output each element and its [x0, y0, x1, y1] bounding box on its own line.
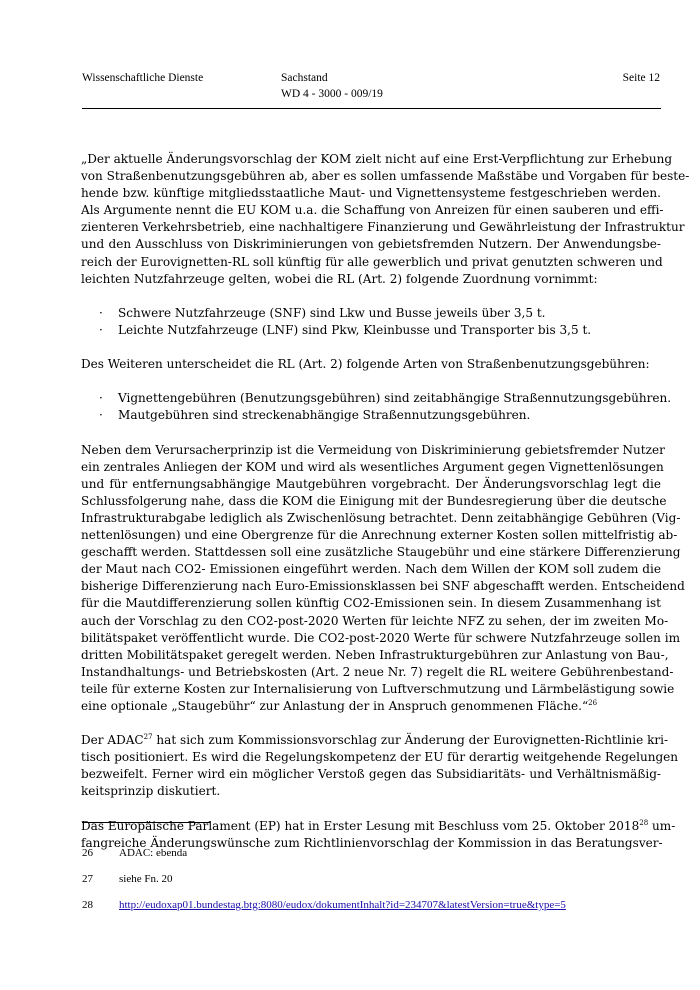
text-line: der Maut nach CO2- Emissionen eingeführt werden. Nach dem Willen der KOM soll zudem die [81, 562, 661, 577]
text-line: dritten Mobilitätspaket geregelt werden. Neben Infrastrukturgebühren zur Anlastung von Bau-, [81, 647, 669, 662]
text-line: zienteren Verkehrsbetrieb, eine nachhaltigere Finanzierung und Gewährleistung der Infrastruktur [81, 220, 685, 235]
footnote-item [82, 872, 662, 898]
footnote-ref-26[interactable]: 26 [588, 698, 598, 707]
text-line: Das Europäische Parlament (EP) hat in Erster Lesung mit Beschluss vom 25. Oktober 2018$^{28}$ um- [81, 818, 676, 833]
text-line: tisch positioniert. Es wird die Regelungskompetenz der EU für derartig weitgehende Regelungen [81, 750, 679, 765]
footnote-link[interactable]: http://eudoxap01.bundestag.btg:8080/eudox/dokumentInhalt?id=234707&latestVersion=true&type=5 [119, 899, 566, 911]
text-line: ein zentrales Anliegen der KOM und wird als wesentliches Argument gegen Vignettenlösungen [81, 459, 664, 474]
text-line: leichten Nutzfahrzeuge gelten, wobei die RL (Art. 2) folgende Zuordnung vornimmt: [81, 271, 598, 286]
list-item: · Vignettengebühren (Benutzungsgebühren) sind zeitabhängige Straßennutzungsgebühren. [81, 390, 661, 407]
text-line: bisherige Differenzierung nach Euro-Emissionsklassen bei SNF abgeschafft werden. Entscheidend [81, 579, 685, 594]
text-line: bezweifelt. Ferner wird ein möglicher Verstoß gegen das Subsidiaritäts- und Verhältnismäßig- [81, 767, 661, 782]
text-line: Des Weiteren unterscheidet die RL (Art. 2) folgende Arten von Straßenbenutzungsgebühren: [81, 357, 650, 372]
page-header [82, 70, 660, 108]
text-line: hende bzw. künftige mitgliedsstaatliche Maut- und Vignettensysteme festgeschrieben werden. [81, 186, 661, 201]
text-line: eine optionale „Staugebühr“ zur Anlastung der in Anspruch genommenen Fläche.“$^{26}$ [81, 698, 598, 713]
text-line: Instandhaltungs- und Betriebskosten (Art. 2 neue Nr. 7) regelt die RL weitere Gebührenbestand- [81, 664, 674, 679]
header-doc-type: Sachstand [281, 72, 328, 84]
header-doc-number: WD 4 - 3000 - 009/19 [281, 88, 383, 100]
list-item: · Mautgebühren sind streckenabhängige Straßennutzungsgebühren. [81, 407, 661, 424]
footnotes [82, 846, 662, 924]
footnote-separator [82, 822, 210, 823]
text-line: für die Mautdifferenzierung sollen künftig CO2-Emissionen sein. In diesem Zusammenhang ist [81, 596, 661, 611]
bullet-icon: · [99, 322, 103, 337]
text-line: und für entfernungsabhängige Mautgebühren vorgebracht. Der Änderungsvorschlag legt die [81, 476, 661, 491]
text-line: von Straßenbenutzungsgebühren ab, aber es sollen umfassende Maßstäbe und Vorgaben für beste- [81, 169, 690, 184]
header-rule [82, 108, 661, 109]
text-line: Schlussfolgerung nahe, dass die KOM die Einigung mit der Bundesregierung über die deutsche [81, 493, 667, 508]
footnote-number: 26 [82, 847, 93, 859]
header-institution: Wissenschaftliche Dienste [82, 72, 204, 84]
text-line: nettenlösungen) und eine Obergrenze für die Anrechnung externer Kosten sollen mittelfristig ab- [81, 528, 678, 543]
text-line: „Der aktuelle Änderungsvorschlag der KOM zielt nicht auf eine Erst-Verpflichtung zur Erhebung [81, 152, 673, 166]
text-line: Der ADAC$^{27}$ hat sich zum Kommissionsvorschlag zur Änderung der Eurovignetten-Richtlinie kri- [81, 733, 669, 748]
paragraph-discrimination [81, 442, 685, 716]
header-page-number: Seite 12 [622, 72, 660, 84]
fee-types-list [81, 390, 672, 424]
paragraph-quote-intro [81, 151, 690, 288]
text-line: Infrastrukturabgabe lediglich als Zwischenlösung betrachtet. Denn zeitabhängige Gebühren (Vig- [81, 510, 681, 525]
paragraph-fee-types-intro [81, 356, 661, 373]
list-item: · Schwere Nutzfahrzeuge (SNF) sind Lkw und Busse jeweils über 3,5 t. [81, 305, 661, 322]
text-line: bilitätspaket veröffentlicht wurde. Die CO2-post-2020 Werte für schwere Nutzfahrzeuge sollen im [81, 630, 681, 645]
footnote-ref-27[interactable]: 27 [143, 733, 153, 742]
text-line: Als Argumente nennt die EU KOM u.a. die Schaffung von Anreizen für einen sauberen und effi- [81, 203, 664, 218]
footnote-item [82, 898, 662, 924]
footnote-text: siehe Fn. 20 [119, 873, 173, 885]
footnote-item [82, 846, 662, 872]
footnote-text: ADAC: ebenda [119, 847, 188, 859]
header-document-info [281, 70, 383, 102]
vehicle-classes-list [81, 305, 661, 339]
text-line: fangreiche Änderungswünsche zum Richtlinienvorschlag der Kommission in das Beratungsver- [81, 835, 663, 850]
bullet-icon: · [99, 305, 103, 320]
paragraph-adac [81, 732, 679, 800]
bullet-icon: · [99, 408, 103, 423]
text-line: geschafft werden. Stattdessen soll eine zusätzliche Staugebühr und eine stärkere Differenzierung [81, 545, 681, 560]
footnote-ref-28[interactable]: 28 [639, 818, 649, 827]
text-line: und den Ausschluss von Diskriminierungen von gebietsfremden Nutzern. Der Anwendungsbe- [81, 237, 661, 252]
text-line: auch der Vorschlag zu den CO2-post-2020 Werten für leichte NFZ zu sehen, der im zweiten Mo- [81, 613, 669, 628]
footnote-number: 27 [82, 873, 93, 885]
text-line: reich der Eurovignetten-RL soll künftig für alle gewerblich und privat genutzten schweren und [81, 254, 663, 269]
bullet-icon: · [99, 391, 103, 406]
text-line: Neben dem Verursacherprinzip ist die Vermeidung von Diskriminierung gebietsfremder Nutzer [81, 442, 665, 457]
document-body [81, 151, 690, 869]
list-item: · Leichte Nutzfahrzeuge (LNF) sind Pkw, Kleinbusse und Transporter bis 3,5 t. [81, 322, 661, 339]
text-line: keitsprinzip diskutiert. [81, 784, 221, 799]
footnote-number: 28 [82, 899, 93, 911]
text-line: teile für externe Kosten zur Internalisierung von Luftverschmutzung und Lärmbelästigung sowie [81, 681, 675, 696]
